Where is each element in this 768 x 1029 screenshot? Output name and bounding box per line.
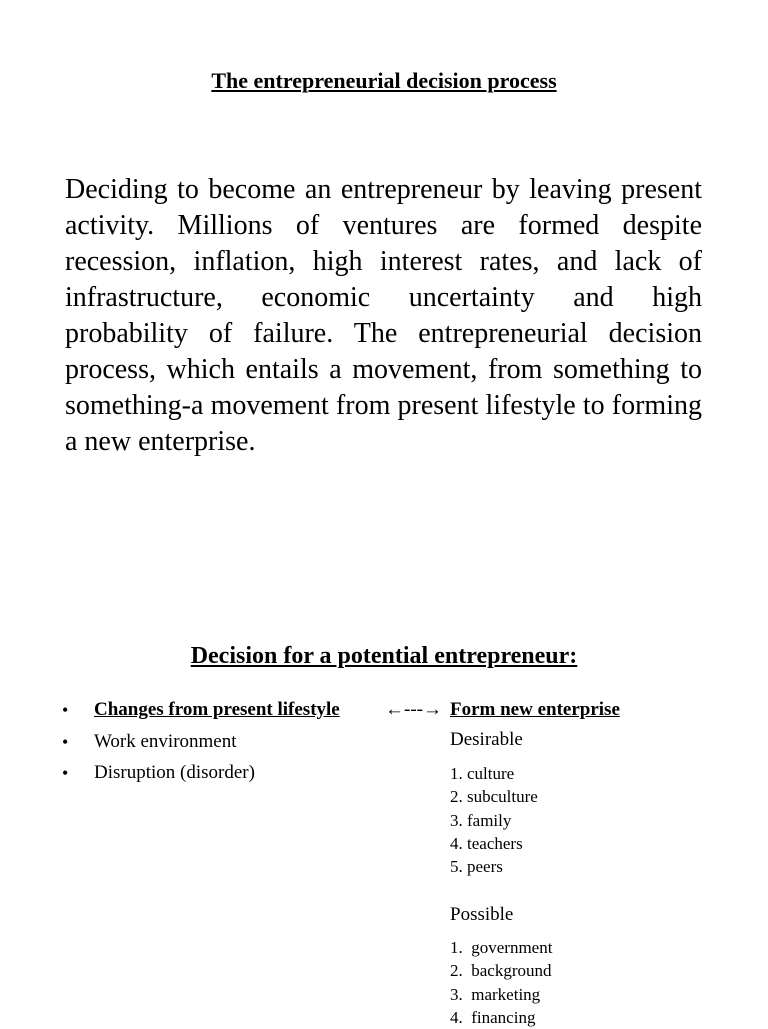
section-heading: Decision for a potential entrepreneur: bbox=[190, 643, 578, 669]
possible-list bbox=[450, 936, 552, 1029]
possible-label: Possible bbox=[450, 904, 514, 925]
list-item: 1. government bbox=[450, 938, 553, 957]
bullet-icon: • bbox=[62, 700, 69, 720]
list-item-text: Work environment bbox=[94, 730, 237, 752]
list-item: 5. peers bbox=[450, 857, 503, 877]
desirable-label: Desirable bbox=[450, 729, 523, 750]
list-item-text: Disruption (disorder) bbox=[94, 762, 255, 783]
list-item: 3. marketing bbox=[450, 984, 541, 1004]
list-item: 2. background bbox=[450, 961, 552, 981]
list-item: 4. financing bbox=[450, 1007, 536, 1027]
list-item: 1. culture bbox=[450, 764, 515, 783]
bullet-icon: • bbox=[62, 731, 69, 752]
bullet-icon: • bbox=[62, 763, 69, 783]
desirable-list bbox=[450, 762, 538, 878]
list-item: 4. teachers bbox=[450, 833, 523, 853]
enterprise-heading: Form new enterprise bbox=[450, 699, 620, 720]
bidirectional-arrow-icon: ←---→ bbox=[385, 699, 442, 720]
list-item: 2. subculture bbox=[450, 787, 538, 807]
lifestyle-heading: Changes from present lifestyle bbox=[94, 699, 340, 720]
list-item: 3. family bbox=[450, 810, 512, 830]
document-title: The entrepreneurial decision process bbox=[211, 68, 557, 93]
intro-paragraph: Deciding to become an entrepreneur by leaving present activity. Millions of ventures are formed despite recession, inflation, high interest rates, and lack of infrastructure, economic uncertainty and high probability of failure. The entrepreneurial decision process, which entails a movement, from something to something-a movement from present lifestyle to forming a new enterprise. bbox=[65, 174, 702, 457]
